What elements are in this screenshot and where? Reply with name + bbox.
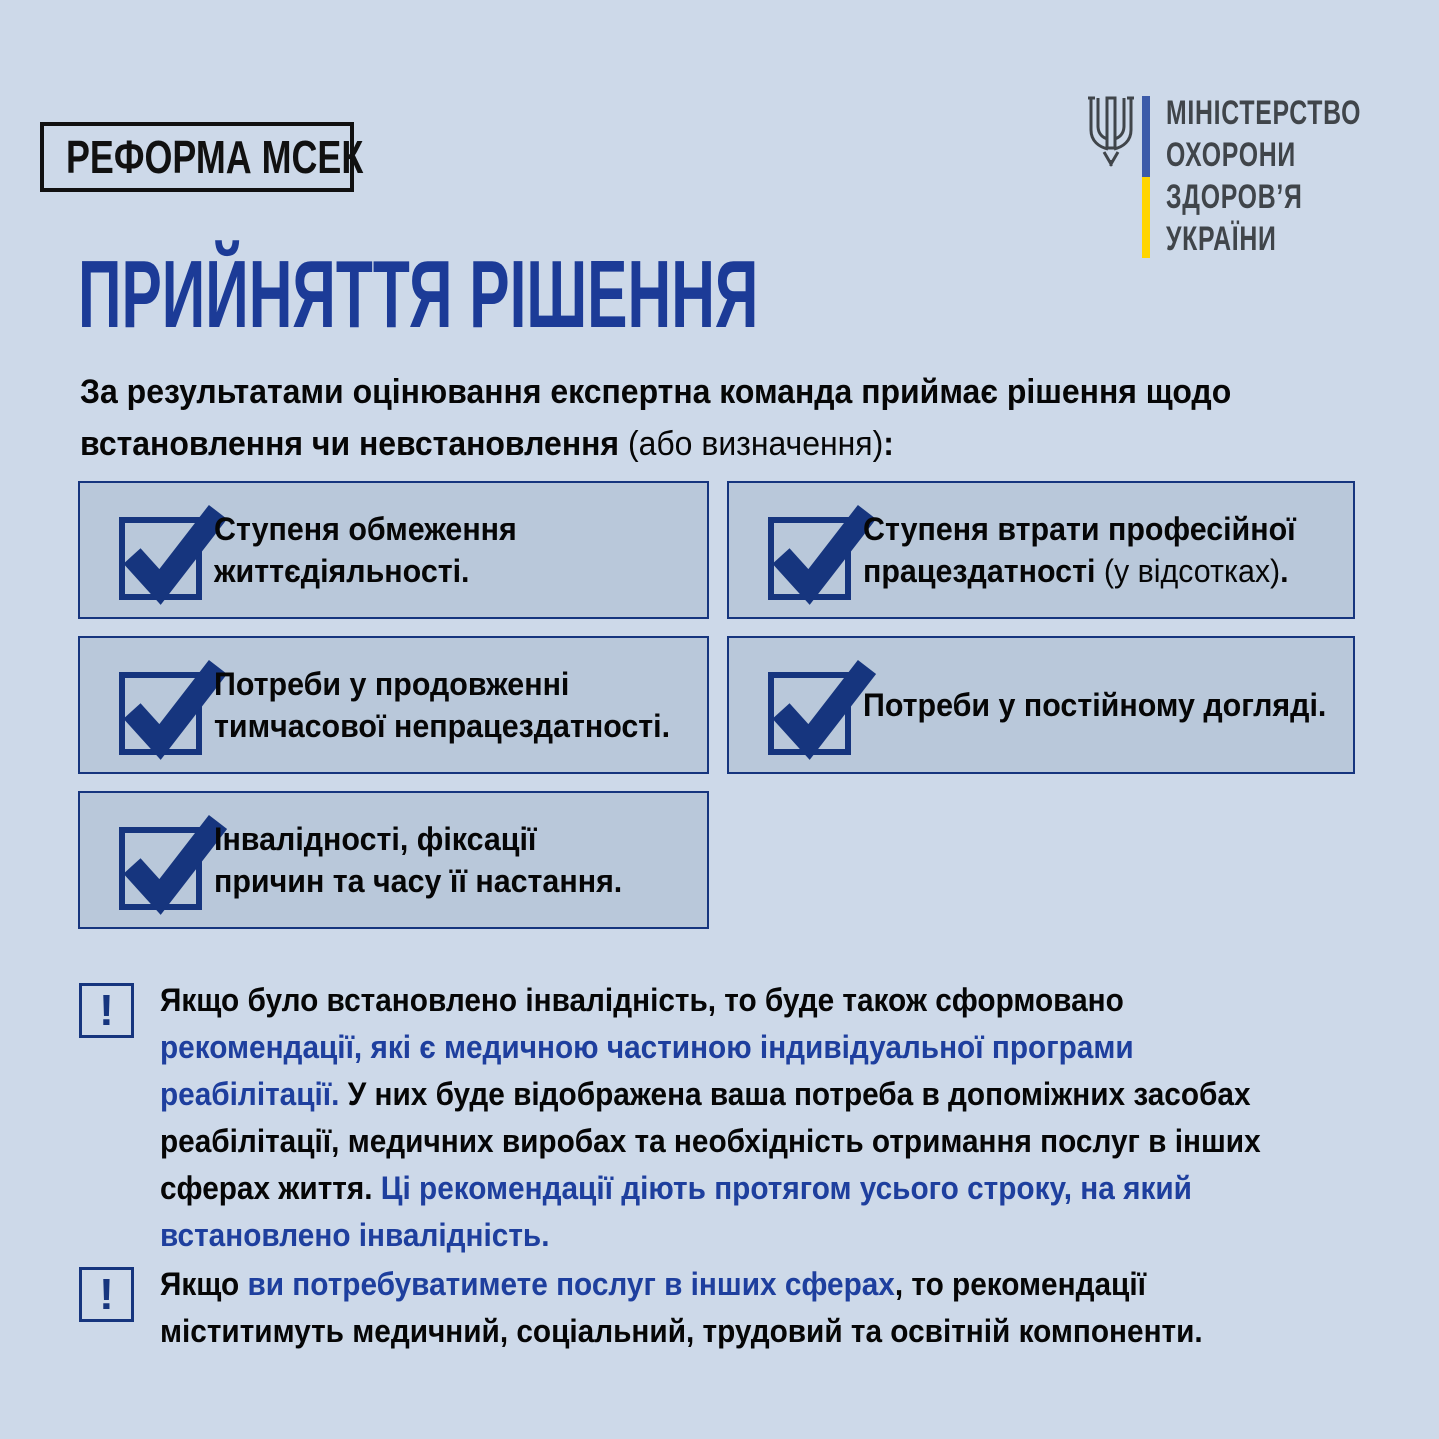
- page-title: [78, 241, 1158, 348]
- note-line: реабілітації, медичних виробах та необхідність отримання послуг в інших: [160, 1123, 1261, 1159]
- decision-card-work-capacity: [727, 481, 1355, 619]
- checkbox-checked-icon: [118, 655, 202, 755]
- ukraine-flag-bar: [1142, 96, 1150, 258]
- card-text: Інвалідності, фіксації причин та часу її настання.: [214, 821, 623, 899]
- checkbox-checked-icon: [767, 655, 851, 755]
- note-line: міститимуть медичний, соціальний, трудовий та освітній компоненти.: [160, 1313, 1203, 1349]
- note-other-services: [160, 1261, 1203, 1355]
- note-line: встановлено інвалідність.: [160, 1217, 550, 1253]
- logo-line: ЗДОРОВ’Я: [1166, 178, 1303, 216]
- intro-text: За результатами оцінювання експертна команда приймає рішення щодо: [80, 373, 1232, 411]
- checkbox-checked-icon: [118, 810, 202, 910]
- intro-line: [80, 366, 1231, 418]
- logo-line: МІНІСТЕРСТВО: [1166, 94, 1362, 132]
- note-line: реабілітації. У них буде відображена ваша потреба в допоміжних засобах: [160, 1076, 1251, 1112]
- checkbox-checked-icon: [767, 500, 851, 600]
- note-line: Якщо було встановлено інвалідність, то буде також сформовано: [160, 982, 1124, 1018]
- reform-msek-badge: [40, 122, 364, 192]
- intro-line: [80, 418, 1231, 470]
- exclamation-icon: !: [79, 983, 134, 1038]
- moh-logo-text: [1166, 92, 1433, 260]
- logo-line: УКРАЇНИ: [1166, 220, 1277, 258]
- badge-label: РЕФОРМА МСЕК: [66, 131, 364, 183]
- intro-paragraph: [80, 366, 1231, 470]
- note-rehabilitation: [160, 977, 1261, 1259]
- decision-card-temporary-disability: [78, 636, 709, 774]
- exclamation-icon: !: [79, 1267, 134, 1322]
- note-line: сферах життя. Ці рекомендації діють протягом усього строку, на який: [160, 1170, 1192, 1206]
- card-text: Ступеня обмеження життєдіяльності.: [214, 511, 517, 589]
- card-text: Потреби у продовженні тимчасової непрацездатності.: [214, 666, 671, 744]
- logo-line: ОХОРОНИ: [1166, 136, 1296, 174]
- note-line: Якщо ви потребуватимете послуг в інших сферах, то рекомендації: [160, 1266, 1146, 1302]
- decision-card-limitation: [78, 481, 709, 619]
- decision-card-constant-care: [727, 636, 1355, 774]
- intro-text-light: (або визначення): [627, 425, 884, 463]
- page-title-text: ПРИЙНЯТТЯ РІШЕННЯ: [78, 241, 759, 348]
- intro-text: встановлення чи невстановлення: [80, 425, 628, 463]
- intro-text: :: [883, 425, 894, 463]
- card-text: Ступеня втрати професійної працездатності (у відсотках).: [863, 511, 1296, 589]
- decision-card-disability-causes: [78, 791, 709, 929]
- card-text: Потреби у постійному догляді.: [863, 687, 1327, 723]
- trident-icon: [1084, 96, 1138, 168]
- checkbox-checked-icon: [118, 500, 202, 600]
- note-line: рекомендації, які є медичною частиною індивідуальної програми: [160, 1029, 1134, 1065]
